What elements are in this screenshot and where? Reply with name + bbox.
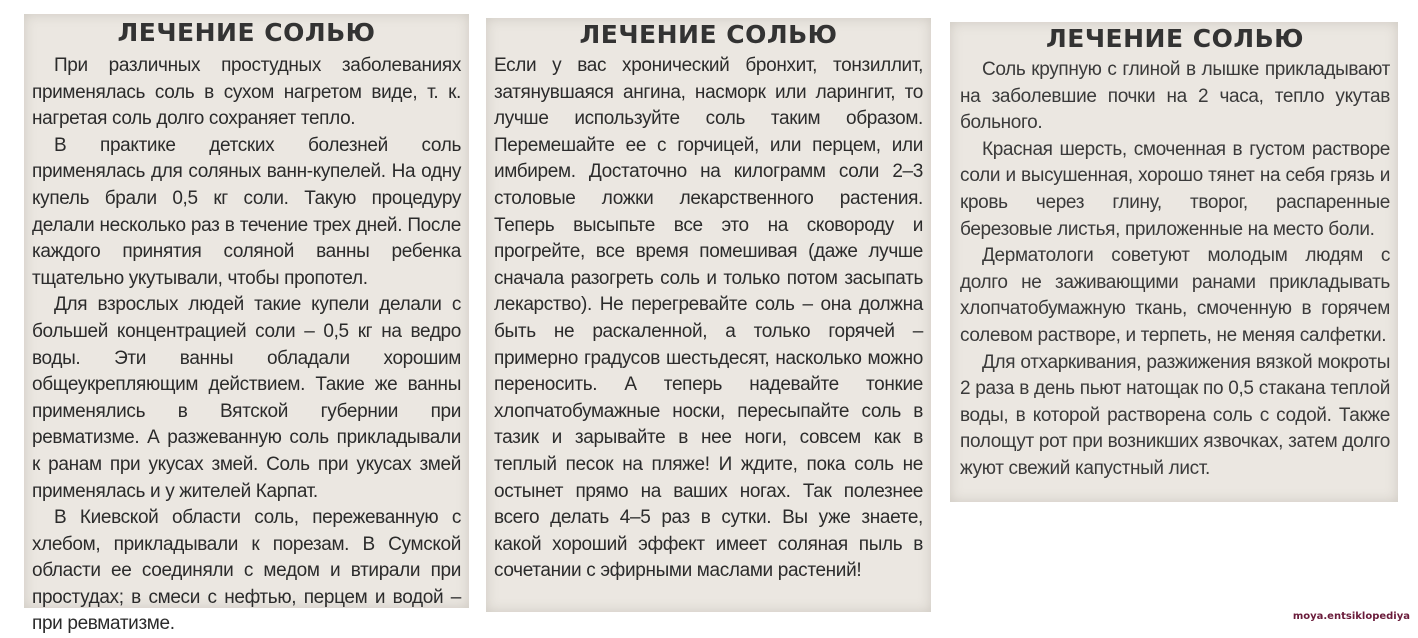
article-paragraph: Красная шерсть, смоченная в густом растворе соли и высушенная, хорошо тянет на себя грязь и кровь через глину, творог, распаренные березовые листья, приложенные на место боли. [960, 138, 1390, 240]
article-paragraph: Соль крупную с глиной в лышке прикладывают на заболевшие почки на 2 часа, тепло укутав больного. [960, 59, 1390, 134]
article-paragraph: В практике детских болезней соль применялась для соляных ванн-купелей. На одну купель брали 0,5 кг соли. Такую процедуру делали несколько раз в течение трех дней. После каждого принятия соляной ванны ребенка тщательно укутывали, чтобы пропотел. [32, 134, 461, 289]
article-title: ЛЕЧЕНИЕ СОЛЬЮ [1045, 24, 1304, 53]
article-clipping-3 [950, 22, 1398, 502]
article-paragraph: Для отхаркивания, разжижения вязкой мокроты 2 раза в день пьют натощак по 0,5 стакана теплой воды, в которой растворена соль с содой. Также полощут рот при возникших язвочках, затем долго жуют свежий капустный лист. [960, 351, 1390, 479]
article-paragraph: Дерматологи советуют молодым людям с долго не заживающими ранами прикладывать хлопчатобумажную ткань, смоченную в горячем солевом растворе, и терпеть, не меняя салфетки. [960, 245, 1390, 346]
article-clipping-1 [24, 14, 469, 635]
article-paragraph: При различных простудных заболеваниях применялась соль в сухом нагретом виде, т. к. нагретая соль долго сохраняет тепло. [32, 55, 461, 130]
article-title: ЛЕЧЕНИЕ СОЛЬЮ [117, 18, 376, 47]
article-title: ЛЕЧЕНИЕ СОЛЬЮ [579, 20, 838, 49]
article-paragraph: Если у вас хронический бронхит, тонзиллит, затянувшаяся ангина, насморк или ларингит, то лучше используйте соль таким образом. Перемешайте ее с горчицей, или перцем, или имбирем. Достаточно на килограмм соли 2–3 столовые ложки лекарственного растения. Теперь высыпьте все это на сковороду и прогрейте, все время помешивая (даже лучше сначала разогреть соль и только потом засыпать лекарство). Не перегревайте соль – она должна быть не раскаленной, а только горячей – примерно градусов шестьдесят, насколько можно переносить. А теперь надевайте тонкие хлопчатобумажные носки, пересыпайте соль в тазик и зарывайте в нее ноги, совсем как в теплый песок на пляже! И ждите, пока соль не остынет прямо на ваших ногах. Так полезнее всего делать 4–5 раз в сутки. Вы уже знаете, какой хороший эффект имеет соляная пыль в сочетании с эфирными маслами растений! [494, 55, 923, 582]
article-paragraph: В Киевской области соль, пережеванную с хлебом, прикладывали к порезам. В Сумской области ее соединяли с медом и втирали при простудах; в смеси с нефтью, перцем и водой – при ревматизме. [32, 507, 461, 635]
article-paragraph: Для взрослых людей такие купели делали с большей концентрацией соли – 0,5 кг на ведро воды. Эти ванны обладали хорошим общеукрепляющим действием. Такие же ванны применялись в Вятской губернии при ревматизме. А разжеванную соль прикладывали к ранам при укусах змей. Соль при укусах змей применялась и у жителей Карпат. [32, 294, 461, 502]
source-watermark: moya.entsiklopediya [1292, 611, 1410, 622]
article-clipping-2 [486, 18, 931, 612]
